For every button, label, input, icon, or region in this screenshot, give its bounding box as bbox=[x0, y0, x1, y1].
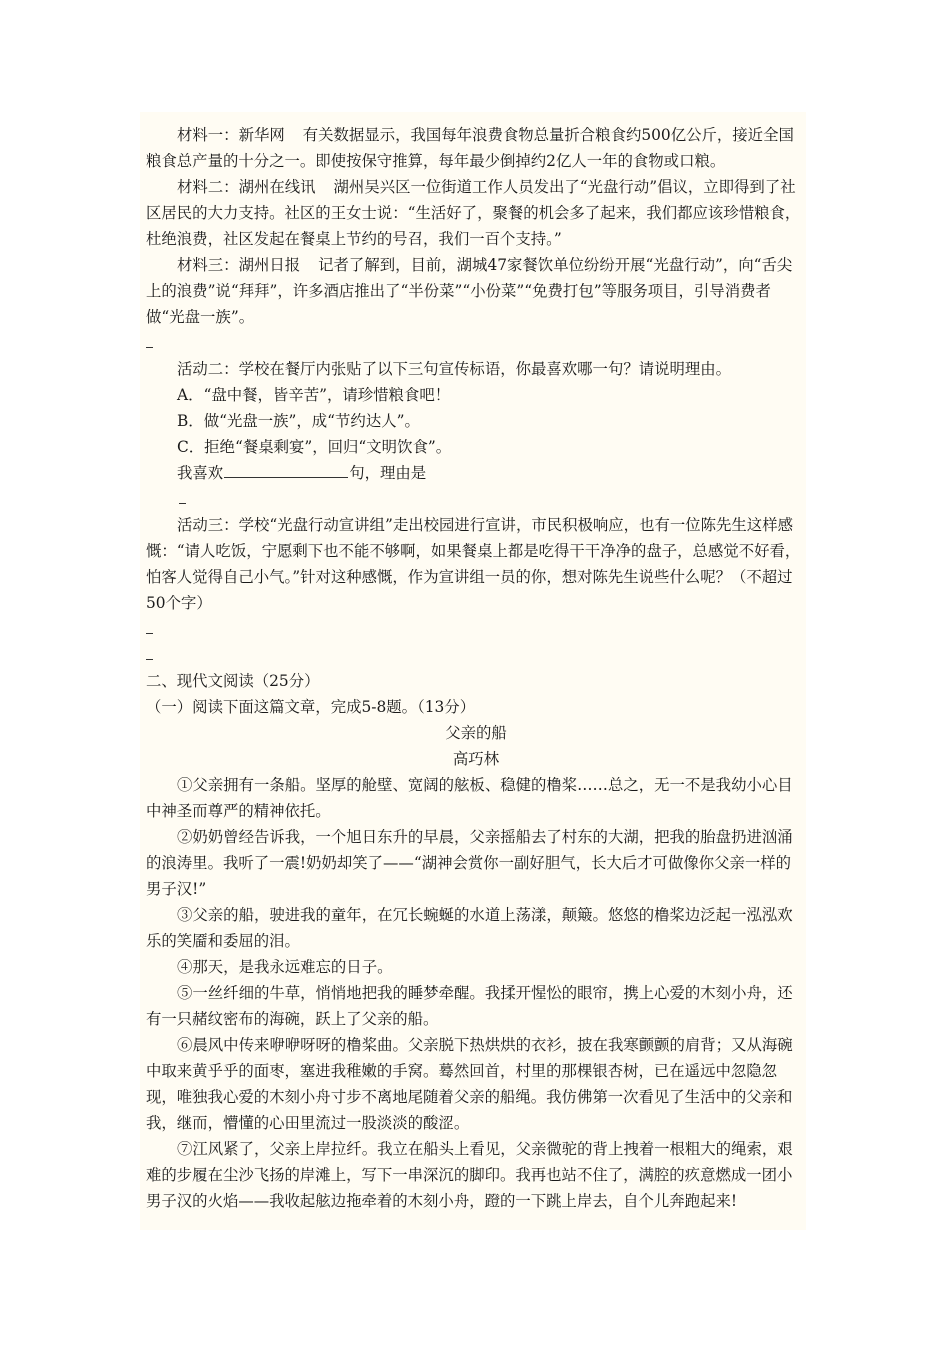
material-1-text: 有关数据显示，我国每年浪费食物总量折合粮食约500亿公斤，接近全国粮食总产量的十分之一。即使按保守推算，每年最少倒掉约2亿人一年的食物或口粮。 bbox=[146, 126, 794, 170]
article-paragraph-2: ②奶奶曾经告诉我，一个旭日东升的早晨，父亲摇船去了村东的大湖，把我的胎盘扔进汹涌的浪涛里。我听了一震!奶奶却笑了——“湖神会赏你一副好胆气，长大后才可做像你父亲一样的男子汉!” bbox=[146, 828, 793, 898]
article-paragraph-1: ①父亲拥有一条船。坚厚的舱壁、宽阔的舷板、稳健的橹桨……总之，无一不是我幼小心目中神圣而尊严的精神依托。 bbox=[146, 776, 793, 820]
section-heading: 二、现代文阅读（25分） bbox=[146, 672, 320, 690]
answer-blank-line[interactable] bbox=[146, 642, 806, 668]
activity-2-option-a: A．“盘中餐，皆辛苦”，请珍惜粮食吧！ bbox=[177, 386, 451, 404]
answer-blank-line[interactable] bbox=[146, 486, 806, 512]
answer-fill-blank[interactable] bbox=[224, 461, 348, 478]
article-paragraph-4: ④那天，是我永远难忘的日子。 bbox=[177, 958, 393, 976]
material-3 bbox=[146, 252, 806, 330]
article-paragraph-3: ③父亲的船，驶进我的童年，在冗长蜿蜒的水道上荡漾，颠簸。悠悠的橹桨边泛起一泓泓欢乐的笑靥和委屈的泪。 bbox=[146, 906, 793, 950]
answer-blank-line[interactable] bbox=[146, 616, 806, 642]
material-2 bbox=[146, 174, 806, 252]
answer-suffix: 句，理由是 bbox=[349, 464, 427, 482]
blank-marker bbox=[146, 633, 153, 634]
answer-blank-line[interactable] bbox=[146, 330, 806, 356]
section-sub-heading: （一）阅读下面这篇文章，完成5-8题。（13分） bbox=[146, 698, 476, 716]
activity-3-prompt: 活动三：学校“光盘行动宣讲组”走出校园进行宣讲，市民积极响应，也有一位陈先生这样感慨：“请人吃饭，宁愿剩下也不能不够啊，如果餐桌上都是吃得干干净净的盘子，总感觉不好看，怕客人觉得自己小气。”针对这种感慨，作为宣讲组一员的你，想对陈先生说些什么呢？（不超过50个字） bbox=[146, 516, 801, 612]
material-1-label: 材料一：新华网 bbox=[177, 126, 285, 144]
material-1 bbox=[146, 122, 806, 174]
material-2-text: 湖州吴兴区一位街道工作人员发出了“光盘行动”倡议，立即得到了社区居民的大力支持。社区的王女士说：“生活好了，聚餐的机会多了起来，我们都应该珍惜粮食，杜绝浪费，社区发起在餐桌上节约的号召，我们一百个支持。” bbox=[146, 178, 801, 248]
activity-2-prompt: 活动二：学校在餐厅内张贴了以下三句宣传标语，你最喜欢哪一句？请说明理由。 bbox=[177, 360, 732, 378]
article-title: 父亲的船 bbox=[445, 724, 507, 742]
article-paragraph-5: ⑤一丝纤细的牛草，悄悄地把我的睡梦牵醒。我揉开惺忪的眼帘，携上心爱的木刻小舟，还有一只赭纹密布的海碗，跃上了父亲的船。 bbox=[146, 984, 793, 1028]
article-paragraph-7: ⑦江风紧了，父亲上岸拉纤。我立在船头上看见，父亲微驼的背上拽着一根粗大的绳索，艰难的步履在尘沙飞扬的岸滩上，写下一串深沉的脚印。我再也站不住了，满腔的疚意燃成一团小男子汉的火焰——我收起舷边拖牵着的木刻小舟，蹬的一下跳上岸去，自个儿奔跑起来! bbox=[146, 1140, 793, 1210]
material-3-text: 记者了解到，目前，湖城47家餐饮单位纷纷开展“光盘行动”，向“舌尖上的浪费”说“拜拜”，许多酒店推出了“半份菜”“小份菜”“免费打包”等服务项目，引导消费者做“光盘一族”。 bbox=[146, 256, 793, 326]
blank-marker bbox=[146, 347, 153, 348]
blank-marker bbox=[179, 503, 186, 504]
document-content bbox=[146, 122, 806, 1214]
answer-prefix: 我喜欢 bbox=[177, 464, 224, 482]
blank-marker bbox=[146, 659, 153, 660]
article-paragraph-6: ⑥晨风中传来咿咿呀呀的橹桨曲。父亲脱下热烘烘的衣衫，披在我寒颤颤的肩背；又从海碗中取来黄乎乎的面枣，塞进我稚嫩的手窝。蓦然回首，村里的那棵银杏树，已在遥远中忽隐忽现，唯独我心爱的木刻小舟寸步不离地尾随着父亲的船绳。我仿佛第一次看见了生活中的父亲和我，继而，懵懂的心田里流过一股淡淡的酸涩。 bbox=[146, 1036, 793, 1132]
material-2-label: 材料二：湖州在线讯 bbox=[177, 178, 316, 196]
activity-2-option-c: C．拒绝“餐桌剩宴”，回归“文明饮食”。 bbox=[177, 438, 452, 456]
activity-2-answer bbox=[146, 460, 806, 486]
article-author: 高巧林 bbox=[452, 750, 500, 768]
material-3-label: 材料三：湖州日报 bbox=[177, 256, 301, 274]
activity-2-option-b: B．做“光盘一族”，成“节约达人”。 bbox=[177, 412, 420, 430]
